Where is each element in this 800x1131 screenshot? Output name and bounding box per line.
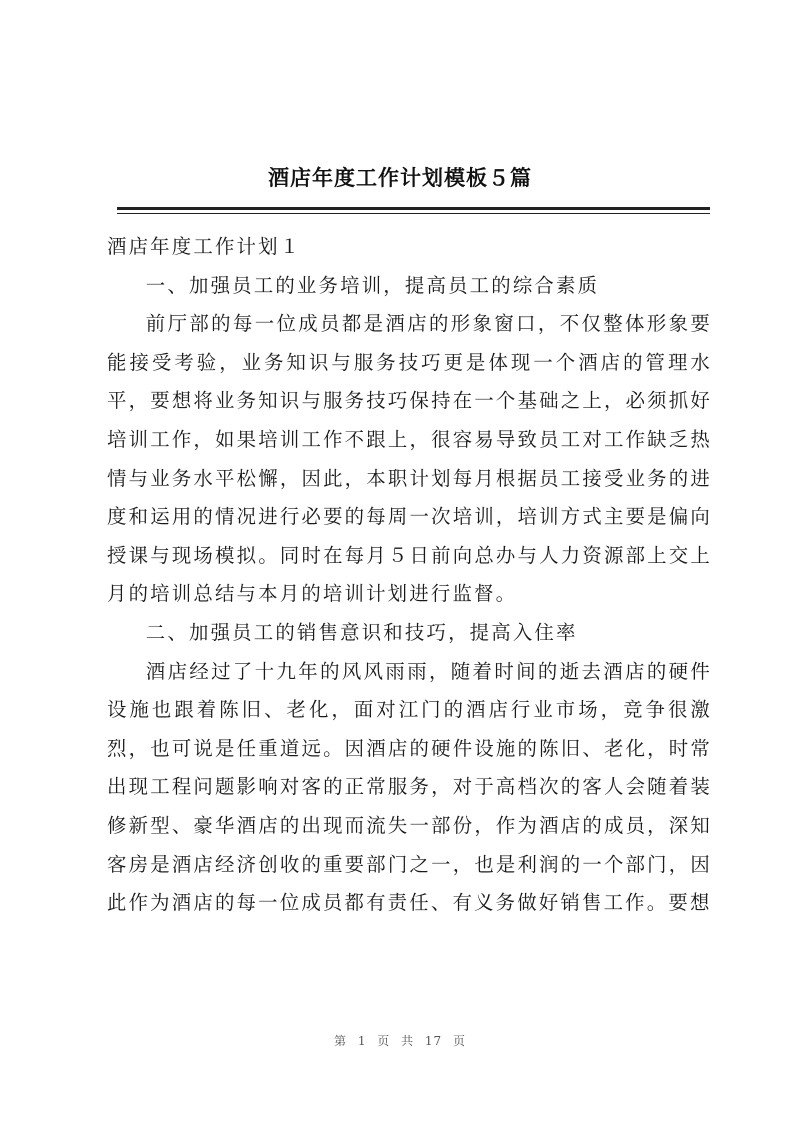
paragraph-1: 前厅部的每一位成员都是酒店的形象窗口，不仅整体形象要能接受考验，业务知识与服务技巧更是体现一个酒店的管理水平，要想将业务知识与服务技巧保持在一个基础之上，必须抓好培训工作，如果培训工作不跟上，很容易导致员工对工作缺乏热情与业务水平松懈，因此，本职计划每月根据员工接受业务的进度和运用的情况进行必要的每周一次培训，培训方式主要是偏向授课与现场模拟。同时在每月５日前向总办与人力资源部上交上月的培训总结与本月的培训计划进行监督。 <box>107 312 712 606</box>
title-rule-thick <box>117 207 710 210</box>
document-title: 酒店年度工作计划模板５篇 <box>268 165 532 190</box>
title-rule-thin <box>117 213 710 214</box>
paragraph-heading-2: 二、加强员工的销售意识和技巧，提高入住率 <box>145 620 578 644</box>
paragraph-2: 酒店经过了十九年的风风雨雨，随着时间的逝去酒店的硬件设施也跟着陈旧、老化，面对江门的酒店行业市场，竞争很激烈，也可说是任重道远。因酒店的硬件设施的陈旧、老化，时常出现工程问题影响对客的正常服务，对于高档次的客人会随着装修新型、豪华酒店的出现而流失一部份，作为酒店的成员，深知客房是酒店经济创收的重要部门之一，也是利润的一个部门，因此作为酒店的每一位成员都有责任、有义务做好销售工作。要想 <box>107 659 712 915</box>
paragraph-heading-1: 一、加强员工的业务培训，提高员工的综合素质 <box>145 273 600 297</box>
page-footer: 第 1 页 共 17 页 <box>334 1034 466 1048</box>
section-heading: 酒店年度工作计划１ <box>107 235 302 258</box>
document-body <box>107 228 712 923</box>
